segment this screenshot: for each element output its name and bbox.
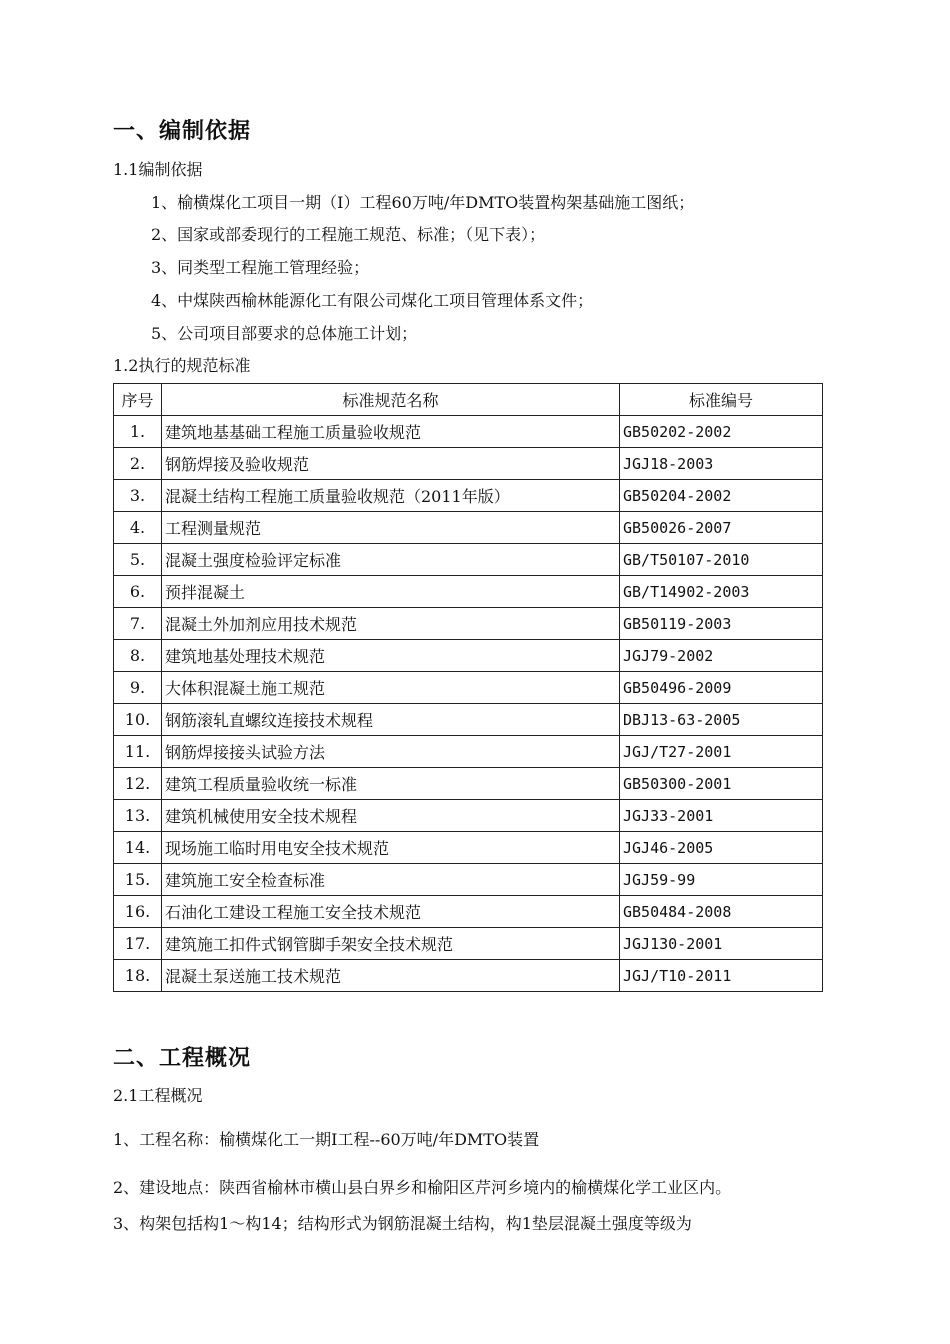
row-standard-name: 大体积混凝土施工规范 <box>162 672 620 704</box>
basis-item-4: 4、中煤陕西榆林能源化工有限公司煤化工项目管理体系文件； <box>151 291 594 310</box>
row-standard-name: 钢筋滚轧直螺纹连接技术规程 <box>162 704 620 736</box>
row-seq: 17. <box>114 928 162 960</box>
overview-para-1: 1、工程名称：榆横煤化工一期Ⅰ工程--60万吨/年DMTO装置 <box>113 1130 540 1149</box>
section-2-1-heading: 2.1工程概况 <box>113 1086 203 1105</box>
row-seq: 6. <box>114 576 162 608</box>
basis-item-1: 1、榆横煤化工项目一期（Ⅰ）工程60万吨/年DMTO装置构架基础施工图纸； <box>151 193 695 212</box>
row-standard-name: 现场施工临时用电安全技术规范 <box>162 832 620 864</box>
row-seq: 12. <box>114 768 162 800</box>
overview-para-2: 2、建设地点：陕西省榆林市横山县白界乡和榆阳区芹河乡境内的榆横煤化学工业区内。 <box>113 1178 732 1197</box>
row-seq: 9. <box>114 672 162 704</box>
section-1-1-heading: 1.1编制依据 <box>113 160 203 179</box>
row-standard-code: GB50496-2009 <box>620 672 823 704</box>
table-row <box>114 416 823 448</box>
row-standard-code: JGJ33-2001 <box>620 800 823 832</box>
section-1-title: 一、编制依据 <box>113 119 252 144</box>
table-row <box>114 640 823 672</box>
row-standard-name: 建筑施工扣件式钢管脚手架安全技术规范 <box>162 928 620 960</box>
row-standard-name: 石油化工建设工程施工安全技术规范 <box>162 896 620 928</box>
row-seq: 10. <box>114 704 162 736</box>
row-standard-code: JGJ59-99 <box>620 864 823 896</box>
table-row <box>114 480 823 512</box>
row-seq: 15. <box>114 864 162 896</box>
table-row <box>114 864 823 896</box>
table-row <box>114 896 823 928</box>
basis-item-2: 2、国家或部委现行的工程施工规范、标准；（见下表）； <box>151 225 546 244</box>
row-seq: 11. <box>114 736 162 768</box>
row-standard-code: GB50026-2007 <box>620 512 823 544</box>
row-standard-name: 建筑地基处理技术规范 <box>162 640 620 672</box>
table-row <box>114 960 823 992</box>
row-seq: 1. <box>114 416 162 448</box>
row-standard-name: 建筑地基基础工程施工质量验收规范 <box>162 416 620 448</box>
basis-item-5: 5、公司项目部要求的总体施工计划； <box>151 324 418 343</box>
row-standard-name: 混凝土外加剂应用技术规范 <box>162 608 620 640</box>
row-standard-code: GB50202-2002 <box>620 416 823 448</box>
header-code: 标准编号 <box>620 384 823 416</box>
row-standard-code: JGJ79-2002 <box>620 640 823 672</box>
row-standard-code: JGJ46-2005 <box>620 832 823 864</box>
row-seq: 16. <box>114 896 162 928</box>
row-seq: 18. <box>114 960 162 992</box>
row-standard-name: 混凝土结构工程施工质量验收规范（2011年版） <box>162 480 620 512</box>
row-standard-code: GB50119-2003 <box>620 608 823 640</box>
table-row <box>114 512 823 544</box>
header-name: 标准规范名称 <box>162 384 620 416</box>
row-standard-code: JGJ/T27-2001 <box>620 736 823 768</box>
table-body <box>114 416 823 992</box>
row-seq: 14. <box>114 832 162 864</box>
row-standard-name: 预拌混凝土 <box>162 576 620 608</box>
row-standard-code: JGJ/T10-2011 <box>620 960 823 992</box>
overview-para-3: 3、构架包括构1～构14；结构形式为钢筋混凝土结构，构1垫层混凝土强度等级为 <box>113 1214 692 1233</box>
row-standard-name: 工程测量规范 <box>162 512 620 544</box>
header-seq: 序号 <box>114 384 162 416</box>
row-seq: 4. <box>114 512 162 544</box>
row-standard-code: GB/T14902-2003 <box>620 576 823 608</box>
row-standard-name: 建筑施工安全检查标准 <box>162 864 620 896</box>
table-row <box>114 768 823 800</box>
row-standard-name: 建筑工程质量验收统一标准 <box>162 768 620 800</box>
table-row <box>114 576 823 608</box>
table-row <box>114 928 823 960</box>
row-standard-name: 钢筋焊接接头试验方法 <box>162 736 620 768</box>
table-row <box>114 832 823 864</box>
row-standard-code: GB50484-2008 <box>620 896 823 928</box>
table-row <box>114 672 823 704</box>
row-seq: 13. <box>114 800 162 832</box>
table-row <box>114 736 823 768</box>
basis-item-3: 3、同类型工程施工管理经验； <box>151 258 370 277</box>
section-1-2-heading: 1.2执行的规范标准 <box>113 356 251 375</box>
standards-table <box>113 383 823 992</box>
row-standard-code: GB50300-2001 <box>620 768 823 800</box>
table-row <box>114 704 823 736</box>
row-seq: 3. <box>114 480 162 512</box>
row-standard-code: JGJ130-2001 <box>620 928 823 960</box>
table-header-row <box>114 384 823 416</box>
row-standard-code: DBJ13-63-2005 <box>620 704 823 736</box>
table-row <box>114 544 823 576</box>
row-standard-name: 钢筋焊接及验收规范 <box>162 448 620 480</box>
row-seq: 2. <box>114 448 162 480</box>
row-standard-code: GB50204-2002 <box>620 480 823 512</box>
table-row <box>114 800 823 832</box>
table-row <box>114 448 823 480</box>
table-row <box>114 608 823 640</box>
row-standard-name: 建筑机械使用安全技术规程 <box>162 800 620 832</box>
row-seq: 5. <box>114 544 162 576</box>
row-standard-name: 混凝土泵送施工技术规范 <box>162 960 620 992</box>
row-standard-name: 混凝土强度检验评定标准 <box>162 544 620 576</box>
section-2-title: 二、工程概况 <box>113 1046 252 1071</box>
row-seq: 7. <box>114 608 162 640</box>
row-standard-code: GB/T50107-2010 <box>620 544 823 576</box>
row-standard-code: JGJ18-2003 <box>620 448 823 480</box>
row-seq: 8. <box>114 640 162 672</box>
